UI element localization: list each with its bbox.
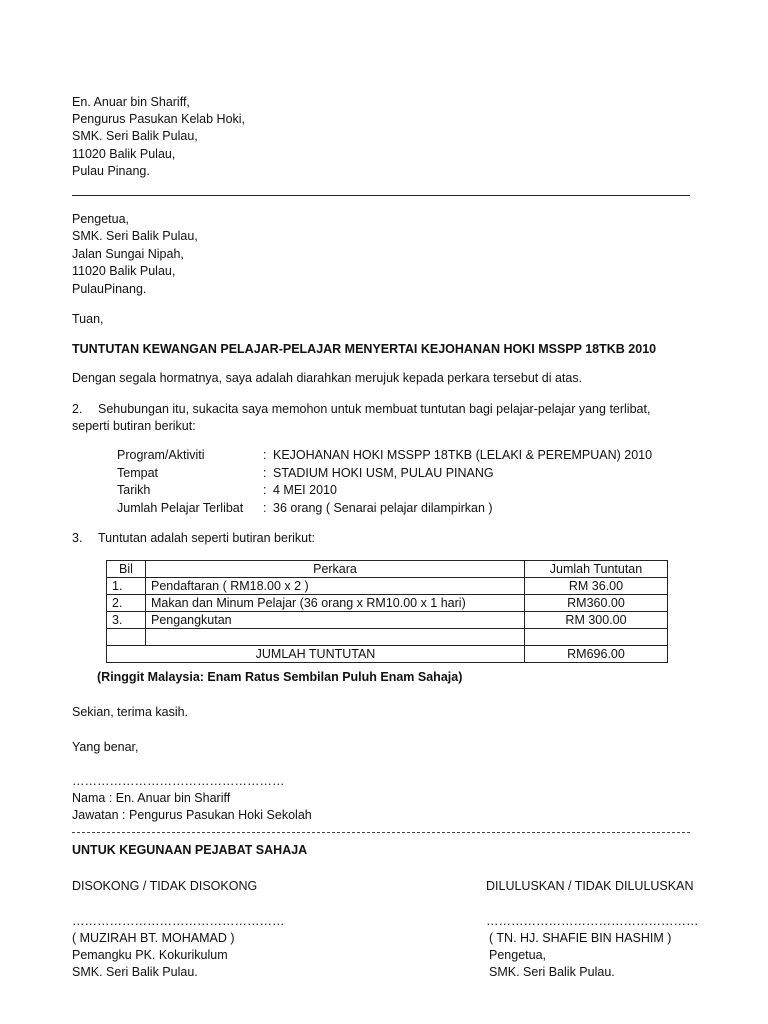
closing-text: Sekian, terima kasih.: [72, 705, 189, 719]
paragraph-3-number: 3.: [72, 531, 83, 545]
approval-position: Pengetua,: [489, 948, 546, 962]
support-decision: DISOKONG / TIDAK DISOKONG: [72, 879, 258, 893]
table-empty-row: [107, 629, 668, 646]
sender-school: SMK. Seri Balik Pulau,: [72, 129, 198, 143]
recipient-school: SMK. Seri Balik Pulau,: [72, 229, 198, 243]
paragraph-2-number: 2.: [72, 402, 83, 416]
detail-colon: :: [263, 483, 267, 497]
table-total-row: [107, 646, 668, 663]
detail-value: STADIUM HOKI USM, PULAU PINANG: [273, 466, 494, 480]
sender-postcode: 11020 Balik Pulau,: [72, 147, 176, 161]
paragraph-1: Dengan segala hormatnya, saya adalah diarahkan merujuk kepada perkara tersebut di atas.: [72, 371, 583, 385]
detail-value: 36 orang ( Senarai pelajar dilampirkan ): [273, 501, 493, 515]
cell-jumlah: RM 300.00: [525, 612, 668, 629]
cell-jumlah: RM 36.00: [525, 578, 668, 595]
cell-bil: 1.: [107, 578, 146, 595]
detail-label: Tarikh: [117, 483, 151, 497]
amount-in-words: (Ringgit Malaysia: Enam Ratus Sembilan Puluh Enam Sahaja): [97, 670, 463, 684]
signatory-position: Jawatan : Pengurus Pasukan Hoki Sekolah: [72, 808, 312, 822]
detail-value: KEJOHANAN HOKI MSSPP 18TKB (LELAKI & PEREMPUAN) 2010: [273, 448, 653, 462]
recipient-street: Jalan Sungai Nipah,: [72, 247, 184, 261]
detail-row: [117, 447, 652, 465]
sender-name: En. Anuar bin Shariff,: [72, 95, 190, 109]
claims-table: [106, 560, 668, 663]
table-header-row: [107, 561, 668, 578]
header-jumlah: Jumlah Tuntutan: [525, 561, 668, 578]
total-value: RM696.00: [525, 646, 668, 663]
sender-state: Pulau Pinang.: [72, 164, 150, 178]
signatory-name: Nama : En. Anuar bin Shariff: [72, 791, 231, 805]
signature-line: ……………………………………………: [72, 774, 285, 788]
detail-colon: :: [263, 501, 267, 515]
cell-perkara: Pendaftaran ( RM18.00 x 2 ): [146, 578, 525, 595]
table-row: [107, 612, 668, 629]
detail-label: Jumlah Pelajar Terlibat: [117, 501, 244, 515]
header-divider: [72, 195, 690, 196]
detail-row: [117, 482, 337, 500]
table-row: [107, 595, 668, 612]
header-perkara: Perkara: [146, 561, 525, 578]
cell-bil: 3.: [107, 612, 146, 629]
cell-perkara: Pengangkutan: [146, 612, 525, 629]
approval-school: SMK. Seri Balik Pulau.: [489, 965, 615, 979]
approval-decision: DILULUSKAN / TIDAK DILULUSKAN: [486, 879, 694, 893]
office-heading: UNTUK KEGUNAAN PEJABAT SAHAJA: [72, 843, 308, 857]
detail-row: [117, 465, 494, 483]
support-name: ( MUZIRAH BT. MOHAMAD ): [72, 931, 235, 945]
approval-signature-line: ……………………………………………: [486, 914, 699, 928]
recipient-state: PulauPinang.: [72, 282, 147, 296]
support-school: SMK. Seri Balik Pulau.: [72, 965, 198, 979]
cell-jumlah: RM360.00: [525, 595, 668, 612]
office-divider: [72, 832, 690, 833]
cell-perkara: Makan dan Minum Pelajar (36 orang x RM10.00 x 1 hari): [146, 595, 525, 612]
paragraph-2-line-2: seperti butiran berikut:: [72, 419, 196, 433]
support-signature-line: ……………………………………………: [72, 914, 285, 928]
paragraph-2-line-1: Sehubungan itu, sukacita saya memohon untuk membuat tuntutan bagi pelajar-pelajar yang terlibat,: [98, 402, 651, 416]
cell-bil: 2.: [107, 595, 146, 612]
detail-colon: :: [263, 466, 267, 480]
recipient-title: Pengetua,: [72, 212, 129, 226]
sender-position: Pengurus Pasukan Kelab Hoki,: [72, 112, 246, 126]
support-position: Pemangku PK. Kokurikulum: [72, 948, 228, 962]
sign-off: Yang benar,: [72, 740, 139, 754]
detail-value: 4 MEI 2010: [273, 483, 337, 497]
detail-row: [117, 500, 493, 518]
detail-label: Tempat: [117, 466, 158, 480]
recipient-postcode: 11020 Balik Pulau,: [72, 264, 176, 278]
header-bil: Bil: [107, 561, 146, 578]
paragraph-3-text: Tuntutan adalah seperti butiran berikut:: [98, 531, 316, 545]
total-label: JUMLAH TUNTUTAN: [107, 646, 525, 663]
detail-colon: :: [263, 448, 267, 462]
salutation: Tuan,: [72, 312, 104, 326]
approval-name: ( TN. HJ. SHAFIE BIN HASHIM ): [489, 931, 672, 945]
detail-label: Program/Aktiviti: [117, 448, 205, 462]
subject-line: TUNTUTAN KEWANGAN PELAJAR-PELAJAR MENYERTAI KEJOHANAN HOKI MSSPP 18TKB 2010: [72, 342, 657, 356]
table-row: [107, 578, 668, 595]
